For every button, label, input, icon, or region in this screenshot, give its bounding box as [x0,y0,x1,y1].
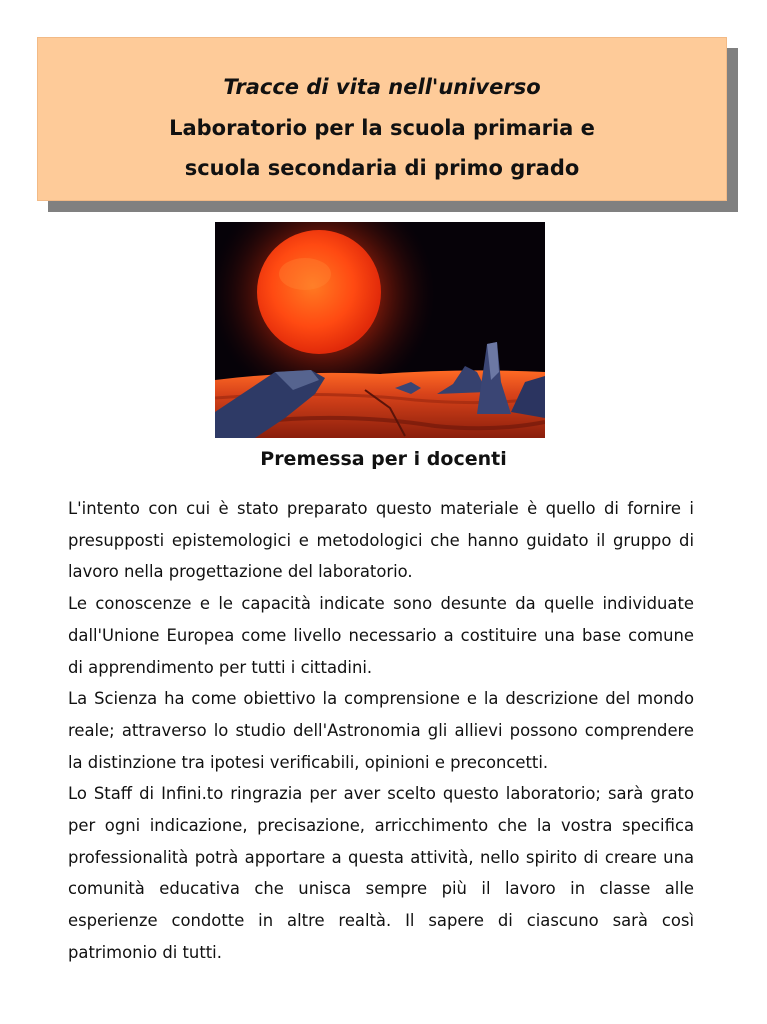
document-subtitle-line-2: scuola secondaria di primo grado [184,156,580,180]
body-text [68,493,694,969]
paragraph: La Scienza ha come obiettivo la comprensione e la descrizione del mondo reale; attraverso lo studio dell'Astronomia gli allievi possono comprendere la distinzione tra ipotesi verificabili, opinioni e preconcetti. [68,689,694,772]
paragraph: Le conoscenze e le capacità indicate sono desunte da quelle individuate dall'Unione Europea come livello necessario a costituire una base comune di apprendimento per tutti i cittadini. [68,594,694,677]
red-sun-landscape-image [215,222,545,438]
title-box [37,37,727,201]
section-heading: Premessa per i docenti [260,448,507,470]
document-title: Tracce di vita nell'universo [223,75,541,99]
document-subtitle-line-1: Laboratorio per la scuola primaria e [169,116,595,140]
paragraph: L'intento con cui è stato preparato questo materiale è quello di fornire i presupposti epistemologici e metodologici che hanno guidato il gruppo di lavoro nella progettazione del laboratorio. [68,499,694,582]
paragraph: Lo Staff di Infini.to ringrazia per aver scelto questo laboratorio; sarà grato per ogni indicazione, precisazione, arricchimento che la vostra specifica professionalità potrà apportare a questa attività, nello spirito di creare una comunità educativa che unisca sempre più il lavoro in classe alle esperienze condotte in altre realtà. Il sapere di ciascuno sarà così patrimonio di tutti. [68,784,694,962]
